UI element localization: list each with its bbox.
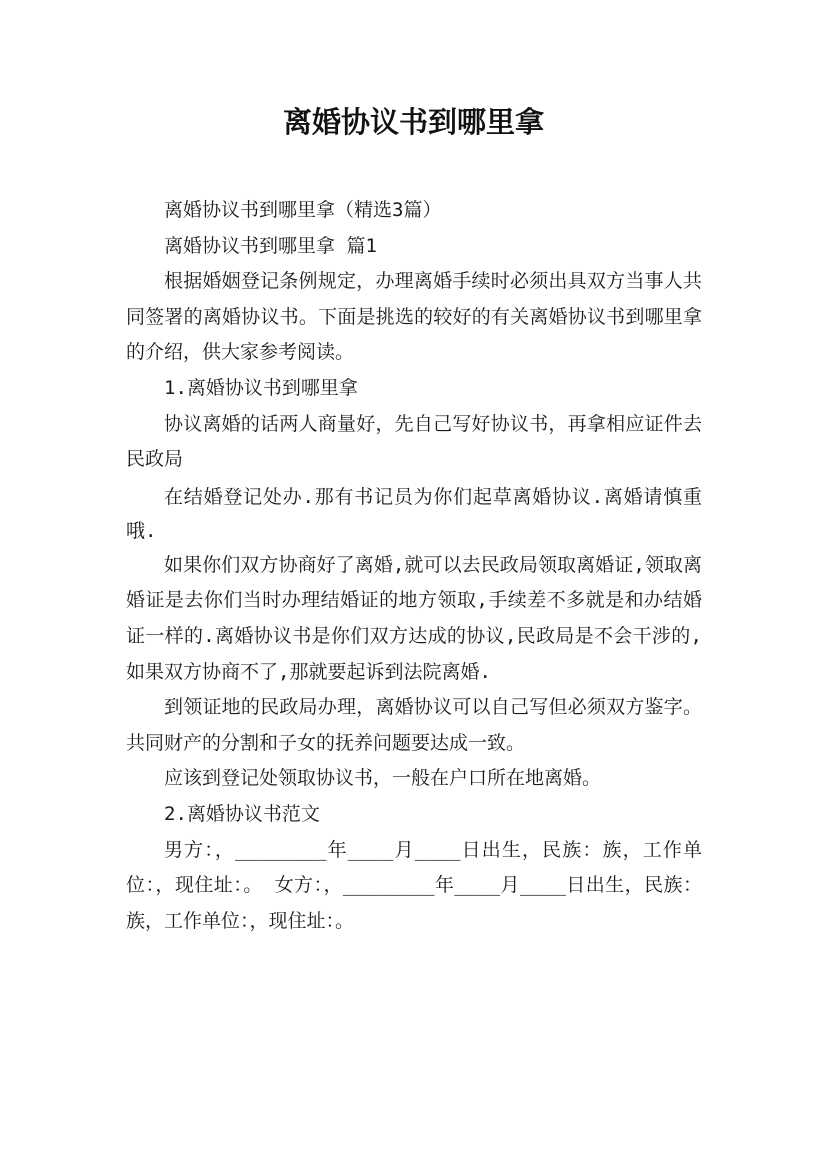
paragraph-where-to-get: 应该到登记处领取协议书，一般在户口所在地离婚。 — [164, 767, 602, 790]
document-body — [126, 193, 702, 939]
paragraph-intro: 根据婚姻登记条例规定，办理离婚手续时必须出具双方当事人共同签署的离婚协议书。下面是挑选的较好的有关离婚协议书到哪里拿的介绍，供大家参考阅读。 — [126, 270, 702, 364]
paragraph-subtitle: 离婚协议书到哪里拿（精选3篇） — [164, 199, 442, 221]
paragraph-divorce-certificate: 如果你们双方协商好了离婚,就可以去民政局领取离婚证,领取离婚证是去你们当时办理结婚证的地方领取,手续差不多就是和办结婚证一样的.离婚协议书是你们双方达成的协议,民政局是不会干涉的,如果双方协商不了,那就要起诉到法院离婚. — [126, 553, 702, 683]
document-title: 离婚协议书到哪里拿 — [282, 105, 544, 139]
paragraph-section-heading: 离婚协议书到哪里拿 篇1 — [164, 234, 377, 257]
paragraph-heading-2: 2.离婚协议书范文 — [164, 802, 320, 825]
paragraph-registry-office: 在结婚登记处办.那有书记员为你们起草离婚协议.离婚请慎重哦. — [126, 485, 702, 542]
paragraph-agreement-advice: 协议离婚的话两人商量好，先自己写好协议书，再拿相应证件去民政局 — [126, 412, 702, 471]
paragraph-heading-1: 1.离婚协议书到哪里拿 — [164, 376, 358, 399]
paragraph-template-parties: 男方：，________年____月____日出生，民族：族，工作单位：，现住址：。 女方：，________年____月____日出生，民族：族，工作单位：，现住址：。 — [126, 838, 702, 932]
paragraph-civil-affairs: 到领证地的民政局办理，离婚协议可以自己写但必须双方鉴字。共同财产的分割和子女的抚养问题要达成一致。 — [126, 696, 702, 754]
